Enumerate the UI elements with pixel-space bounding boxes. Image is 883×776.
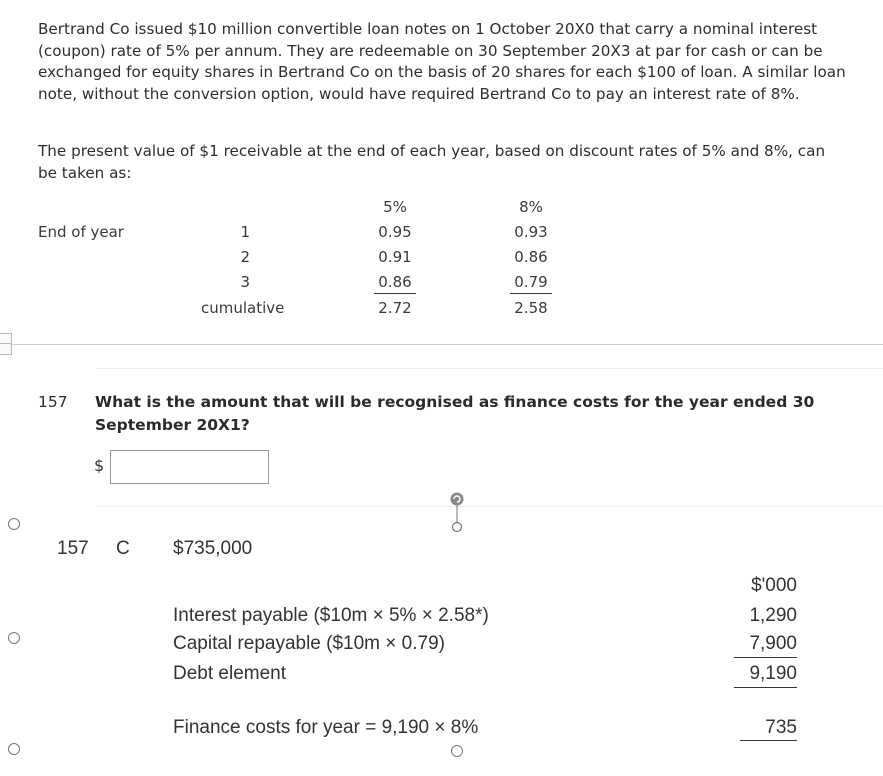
capital-repayable-value: 7,900 xyxy=(749,633,797,654)
rotate-handle-icon[interactable] xyxy=(447,490,467,534)
finance-costs-value: 735 xyxy=(765,717,797,738)
capital-repayable-label: Capital repayable ($10m × 0.79) xyxy=(173,633,445,654)
debt-element-label: Debt element xyxy=(173,663,287,684)
handle-left-bottom[interactable] xyxy=(8,743,20,755)
handle-left-top[interactable] xyxy=(8,518,20,530)
subtotal-rule xyxy=(734,657,797,658)
intro-text xyxy=(38,19,848,105)
pv5-year-1: 0.95 xyxy=(378,223,412,241)
intro-paragraph-2: The present value of $1 receivable at the end of each year, based on discount rates of 5% and 8%, can be taken as: xyxy=(38,142,826,182)
pv5-cumulative: 2.72 xyxy=(378,299,412,317)
pv8-year-1: 0.93 xyxy=(514,223,548,241)
total-rule xyxy=(734,687,797,688)
year-1: 1 xyxy=(240,223,250,241)
cumulative-label: cumulative xyxy=(201,299,285,317)
handle-bottom-center[interactable] xyxy=(451,745,463,757)
header-8pct: 8% xyxy=(519,198,543,216)
debt-element-value: 9,190 xyxy=(749,663,797,684)
year-3: 3 xyxy=(240,273,250,291)
pv5-year-2: 0.91 xyxy=(378,248,412,266)
currency-symbol: $ xyxy=(94,456,105,475)
handle-left-middle[interactable] xyxy=(8,632,20,644)
faint-divider xyxy=(96,368,883,369)
question-number: 157 xyxy=(38,393,68,411)
column-header: $'000 xyxy=(751,575,797,596)
answer-letter: C xyxy=(116,538,130,559)
pv8-year-2: 0.86 xyxy=(514,248,548,266)
answer-amount: $735,000 xyxy=(173,538,253,559)
header-5pct: 5% xyxy=(383,198,407,216)
intro-paragraph-1: Bertrand Co issued $10 million convertible loan notes on 1 October 20X0 that carry a nominal interest (coupon) rate of 5% per annum. They are redeemable on 30 September 20X3 at par for cash or can be exchanged for equity shares in Bertrand Co on the basis of 20 shares for each $100 of loan. A similar loan note, without the conversion option, would have required Bertrand Co to pay an interest rate of 8%. xyxy=(38,20,846,103)
intro-text-2 xyxy=(38,141,848,184)
finance-rule xyxy=(740,740,797,741)
interest-payable-label: Interest payable ($10m × 5% × 2.58*) xyxy=(173,605,489,626)
section-divider xyxy=(10,344,883,345)
row-label-end-of-year: End of year xyxy=(38,223,124,241)
answer-input[interactable] xyxy=(110,450,269,484)
year-2: 2 xyxy=(240,248,250,266)
interest-payable-value: 1,290 xyxy=(749,605,797,626)
question-text: What is the amount that will be recognised as finance costs for the year ended 30 September 20X1? xyxy=(95,393,815,434)
answer-number: 157 xyxy=(57,538,89,559)
pv8-cumulative: 2.58 xyxy=(514,299,548,317)
answer-divider xyxy=(96,506,883,507)
pv8-year-3: 0.79 xyxy=(510,273,552,294)
pv5-year-3: 0.86 xyxy=(374,273,416,294)
finance-costs-label: Finance costs for year = 9,190 × 8% xyxy=(173,717,479,738)
